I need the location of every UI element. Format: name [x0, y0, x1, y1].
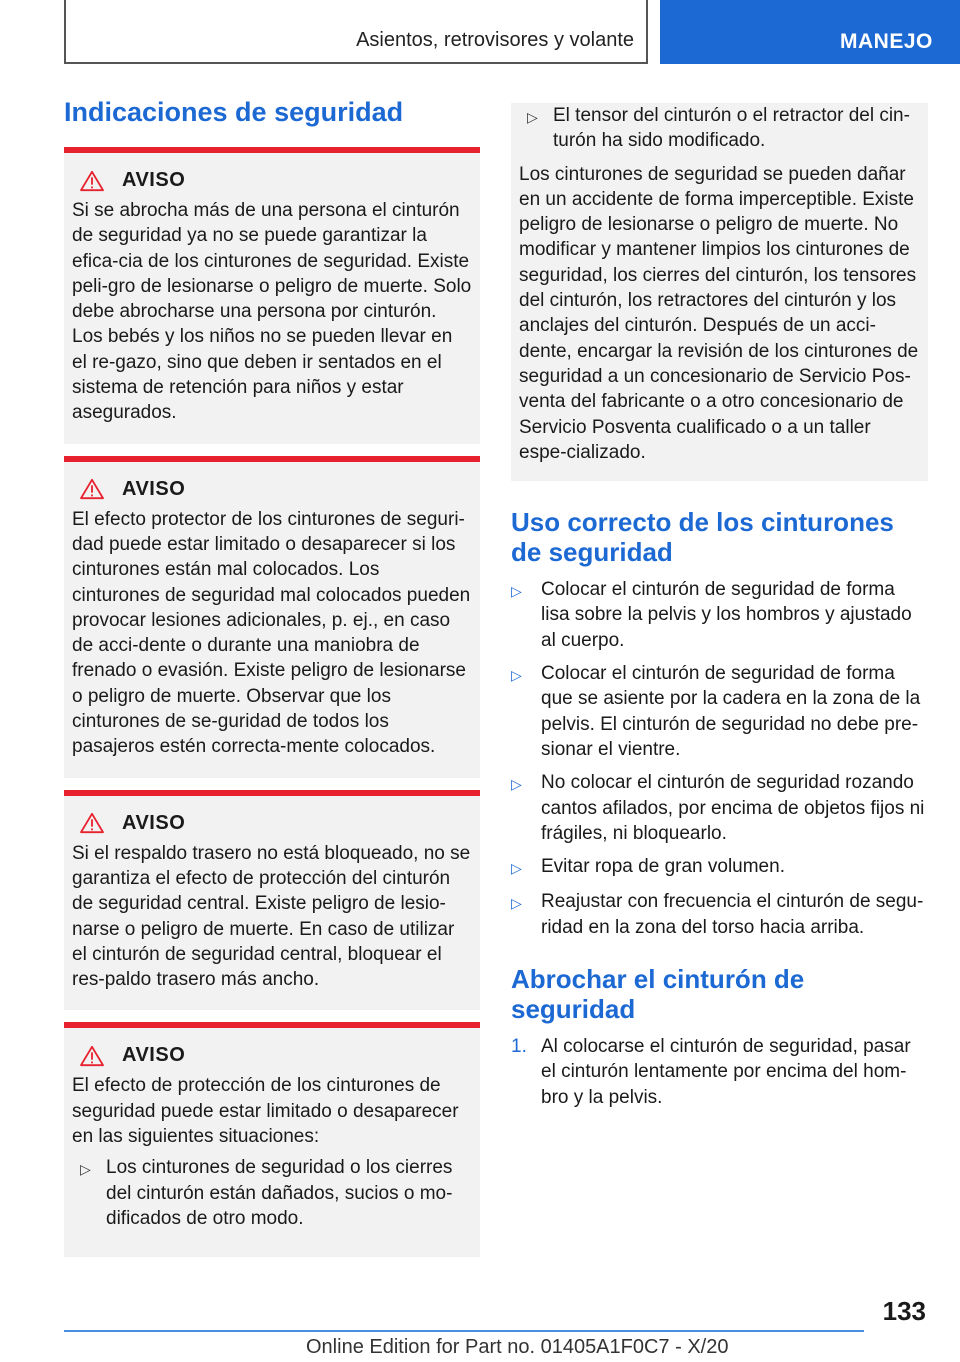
warning-triangle-icon — [78, 1045, 106, 1067]
list-item — [72, 1155, 472, 1231]
section-heading-fasten: Abrochar el cinturón de seguridad — [511, 964, 805, 1025]
step-number: 1. — [511, 1036, 527, 1058]
section-heading-correct-use: Uso correcto de los cinturones de seguridad — [511, 507, 894, 568]
warning-text: El efecto protector de los cinturones de seguri‐dad puede estar limitado o desaparecer si los cinturones están mal colocados. Los cinturones de seguridad mal colocados pueden provocar lesiones adicionales, p. ej., en caso de acci‐dente o durante una maniobra de frenado o evasión. Existe peligro de lesionarse o peligro de muerte. Observar que los cinturones de se‐guridad de todos los pasajeros estén correcta‐mente colocados. — [72, 508, 471, 758]
list-item-text: Los cinturones de seguridad o los cierres del cinturón están dañados, sucios o mo‐dificados de otro modo. — [106, 1157, 453, 1229]
warning-text: Los cinturones de seguridad se pueden dañar en un accidente de forma imperceptible. Existe peligro de lesionarse o peligro de muerte. No modificar y mantener limpios los cinturones de seguridad, los cierres del cinturón, los tensores del cinturón, los retractores del cinturón y los anclajes del cinturón. Después de un acci‐dente, encargar la revisión de los cinturones de seguridad a un concesionario de Servicio Pos‐venta del fabricante o a otro concesionario de Servicio Posventa cualificado o a un taller espe‐cializado. — [519, 163, 919, 463]
footer-edition-text: Online Edition for Part no. 01405A1F0C7 - X/20 — [306, 1336, 729, 1358]
step-text: Al colocarse el cinturón de seguridad, pasar el cinturón lentamente por encima del hom‐bro y la pelvis. — [541, 1036, 911, 1108]
list-item — [511, 889, 928, 940]
warning-text: Si el respaldo trasero no está bloqueado, no se garantiza el efecto de protección del cinturón de seguridad central. Existe peligro de lesio‐narse o peligro de muerte. En caso de utilizar el cinturón de seguridad central, bloquear el res‐paldo trasero más ancho. — [72, 842, 471, 991]
warning-triangle-icon — [78, 170, 106, 192]
bullet-triangle-icon: ▷ — [80, 1161, 91, 1178]
list-item-text: Reajustar con frecuencia el cinturón de segu‐ridad en la zona del torso hacia arriba. — [541, 891, 924, 938]
list-item — [511, 770, 928, 846]
warning-title: AVISO — [122, 811, 186, 834]
warning-text: Si se abrocha más de una persona el cinturón de seguridad ya no se puede garantizar la efica‐cia de los cinturones de seguridad. Existe peli‐gro de lesionarse o peligro de muerte. Solo debe abrocharse una persona por cinturón. Los bebés y los niños no se pueden llevar en el re‐gazo, sino que deben ir sentados en el sistema de retención para niños y estar asegurados. — [72, 200, 472, 424]
step-item — [511, 1034, 928, 1110]
bullet-triangle-icon: ▷ — [527, 109, 538, 125]
warning-triangle-icon — [78, 812, 106, 834]
list-item — [511, 577, 928, 653]
header-chapter-label: MANEJO — [840, 30, 933, 53]
list-item-text: Colocar el cinturón de seguridad de forma que se asiente por la cadera en la zona de la pelvis. El cinturón de seguridad no debe pre‐sionar el vientre. — [541, 663, 921, 760]
warning-box-4 — [64, 1022, 480, 1257]
warning-box-3 — [64, 790, 480, 1011]
list-item — [511, 854, 928, 881]
warning-box-4-continued — [511, 103, 928, 481]
list-item — [519, 103, 920, 154]
footer-rule — [64, 1330, 864, 1332]
page-number: 133 — [882, 1296, 926, 1326]
bullet-triangle-icon: ▷ — [511, 667, 522, 684]
bullet-triangle-icon: ▷ — [511, 860, 522, 877]
right-column — [511, 103, 928, 1118]
warning-title: AVISO — [122, 169, 186, 191]
bullet-triangle-icon: ▷ — [511, 583, 522, 600]
list-item-text: El tensor del cinturón o el retractor del cin‐turón ha sido modificado. — [553, 105, 910, 152]
bullet-triangle-icon: ▷ — [511, 776, 522, 793]
left-column — [64, 96, 480, 1257]
section-heading-safety: Indicaciones de seguridad — [64, 97, 404, 127]
warning-triangle-icon — [78, 478, 106, 500]
list-item-text: Evitar ropa de gran volumen. — [541, 856, 785, 878]
list-item-text: Colocar el cinturón de seguridad de forma lisa sobre la pelvis y los hombros y ajustado al cuerpo. — [541, 579, 912, 651]
fasten-steps-list — [511, 1034, 928, 1110]
header-section-box — [64, 0, 648, 64]
warning-bullet-list — [519, 103, 920, 154]
warning-bullet-list — [72, 1155, 472, 1231]
list-item — [511, 661, 928, 762]
list-item-text: No colocar el cinturón de seguridad rozando cantos afilados, por encima de objetos fijos ni frágiles, ni bloquearlo. — [541, 772, 925, 844]
warning-box-1 — [64, 147, 480, 444]
warning-text: El efecto de protección de los cinturones de seguridad puede estar limitado o desaparecer en las siguientes situaciones: — [72, 1075, 459, 1148]
warning-box-2 — [64, 456, 480, 778]
header-section-title: Asientos, retrovisores y volante — [356, 29, 634, 51]
header-chapter-tab[interactable] — [660, 0, 960, 64]
warning-title: AVISO — [122, 477, 186, 500]
bullet-triangle-icon: ▷ — [511, 895, 522, 912]
warning-title: AVISO — [122, 1044, 186, 1067]
correct-use-list — [511, 577, 928, 940]
